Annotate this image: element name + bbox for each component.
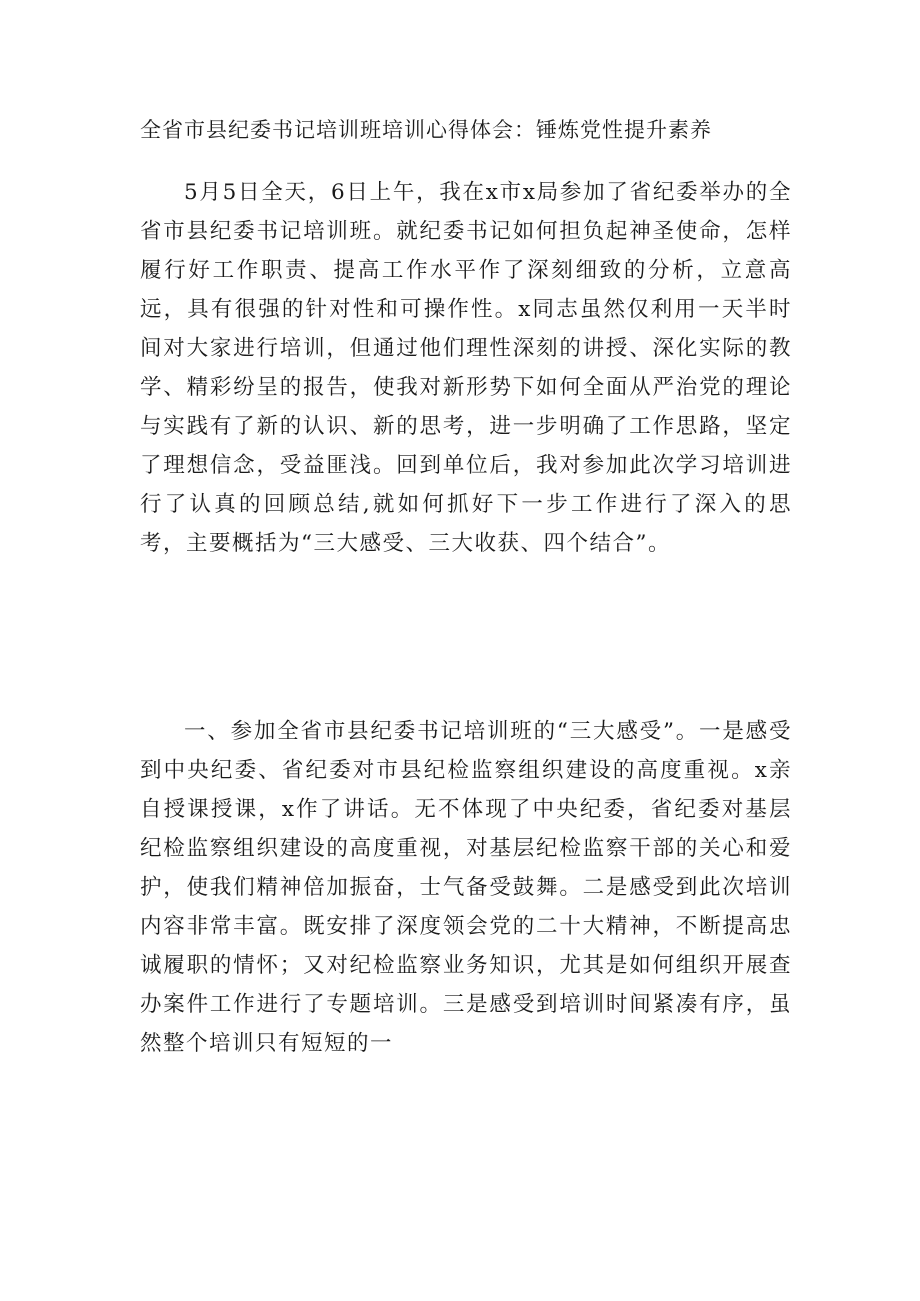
document-title: 全省市县纪委书记培训班培训心得体会：锤炼党性提升素养 bbox=[140, 118, 712, 142]
paragraph-intro: 5月5日全天，6日上午，我在x市x局参加了省纪委举办的全省市县纪委书记培训班。就纪委书记如何担负起神圣使命，怎样履行好工作职责、提高工作水平作了深刻细致的分析，立意高远，具有很强的针对性和可操作性。x同志虽然仅利用一天半时间对大家进行培训，但通过他们理性深刻的讲授、深化实际的教学、精彩纷呈的报告，使我对新形势下如何全面从严治党的理论与实践有了新的认识、新的思考，进一步明确了工作思路，坚定了理想信念，受益匪浅。回到单位后，我对参加此次学习培训进行了认真的回顾总结,就如何抓好下一步工作进行了深入的思考，主要概括为“三大感受、三大收获、四个结合”。 bbox=[140, 180, 792, 556]
paragraph-three-feelings: 一、参加全省市县纪委书记培训班的“三大感受”。一是感受到中央纪委、省纪委对市县纪检监察组织建设的高度重视。x亲自授课授课，x作了讲话。无不体现了中央纪委，省纪委对基层纪检监察组织建设的高度重视，对基层纪检监察干部的关心和爱护，使我们精神倍加振奋，士气备受鼓舞。二是感受到此次培训内容非常丰富。既安排了深度领会党的二十大精神，不断提高忠诚履职的情怀；又对纪检监察业务知识，尤其是如何组织开展查办案件工作进行了专题培训。三是感受到培训时间紧凑有序，虽然整个培训只有短短的一 bbox=[140, 719, 792, 1056]
